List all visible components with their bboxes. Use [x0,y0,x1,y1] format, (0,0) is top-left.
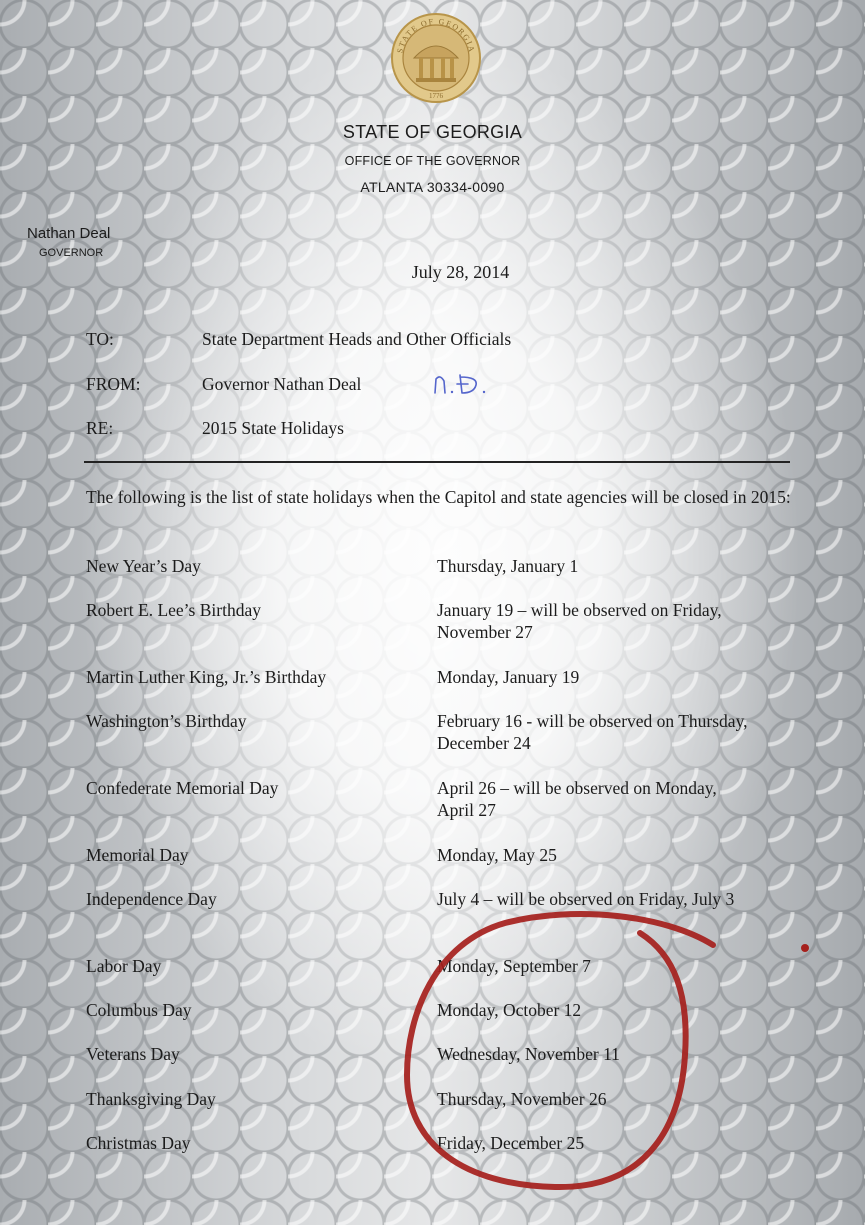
red-marker-dot [801,944,809,952]
holiday-name: Christmas Day [86,1133,191,1153]
holiday-name: Martin Luther King, Jr.’s Birthday [86,667,327,687]
holiday-name: Labor Day [86,956,162,976]
holiday-date: January 19 – will be observed on Friday, November 27 [437,600,722,642]
holiday-date: Monday, January 19 [437,667,580,687]
holiday-name: Veterans Day [86,1044,180,1064]
georgia-seal-icon [390,12,482,104]
holiday-name: Columbus Day [86,1000,192,1020]
re-label: RE: [86,418,114,438]
memo-date: July 28, 2014 [411,262,510,282]
holiday-name: Thanksgiving Day [86,1089,216,1109]
holiday-date: Thursday, January 1 [437,556,579,576]
holiday-date: Wednesday, November 11 [437,1044,620,1064]
re-value: 2015 State Holidays [202,418,344,438]
letterhead-state: STATE OF GEORGIA [342,122,523,142]
governor-title: GOVERNOR [39,247,104,259]
holiday-name: Robert E. Lee’s Birthday [86,600,261,620]
governor-name: Nathan Deal [27,225,111,242]
red-marker-circle [395,905,725,1195]
holiday-name: Independence Day [86,889,217,909]
seal-text: STATE OF GEORGIA [395,16,477,54]
from-value: Governor Nathan Deal [202,374,362,394]
seal-year: 1776 [429,92,443,100]
holiday-name: Washington’s Birthday [86,711,247,731]
holiday-name: New Year’s Day [86,556,201,576]
holiday-date: Monday, September 7 [437,956,591,976]
holiday-name: Memorial Day [86,845,189,865]
holiday-date: April 26 – will be observed on Monday, April 27 [437,778,717,820]
to-value: State Department Heads and Other Officials [202,329,512,349]
to-label: TO: [86,329,114,349]
holiday-name: Confederate Memorial Day [86,778,279,798]
divider [84,461,790,463]
letterhead-office: OFFICE OF THE GOVERNOR [344,154,521,168]
from-label: FROM: [86,374,141,394]
holiday-date: Monday, May 25 [437,845,557,865]
holiday-date: Thursday, November 26 [437,1089,607,1109]
holiday-date: February 16 - will be observed on Thursday, December 24 [437,711,748,753]
holiday-date: Monday, October 12 [437,1000,582,1020]
handwritten-initials [432,369,502,399]
letterhead-city: ATLANTA 30334-0090 [360,179,505,195]
holiday-date: Friday, December 25 [437,1133,585,1153]
holiday-date: July 4 – will be observed on Friday, July 3 [437,889,735,909]
intro-paragraph: The following is the list of state holidays when the Capitol and state agencies will be closed in 2015: [86,487,791,507]
